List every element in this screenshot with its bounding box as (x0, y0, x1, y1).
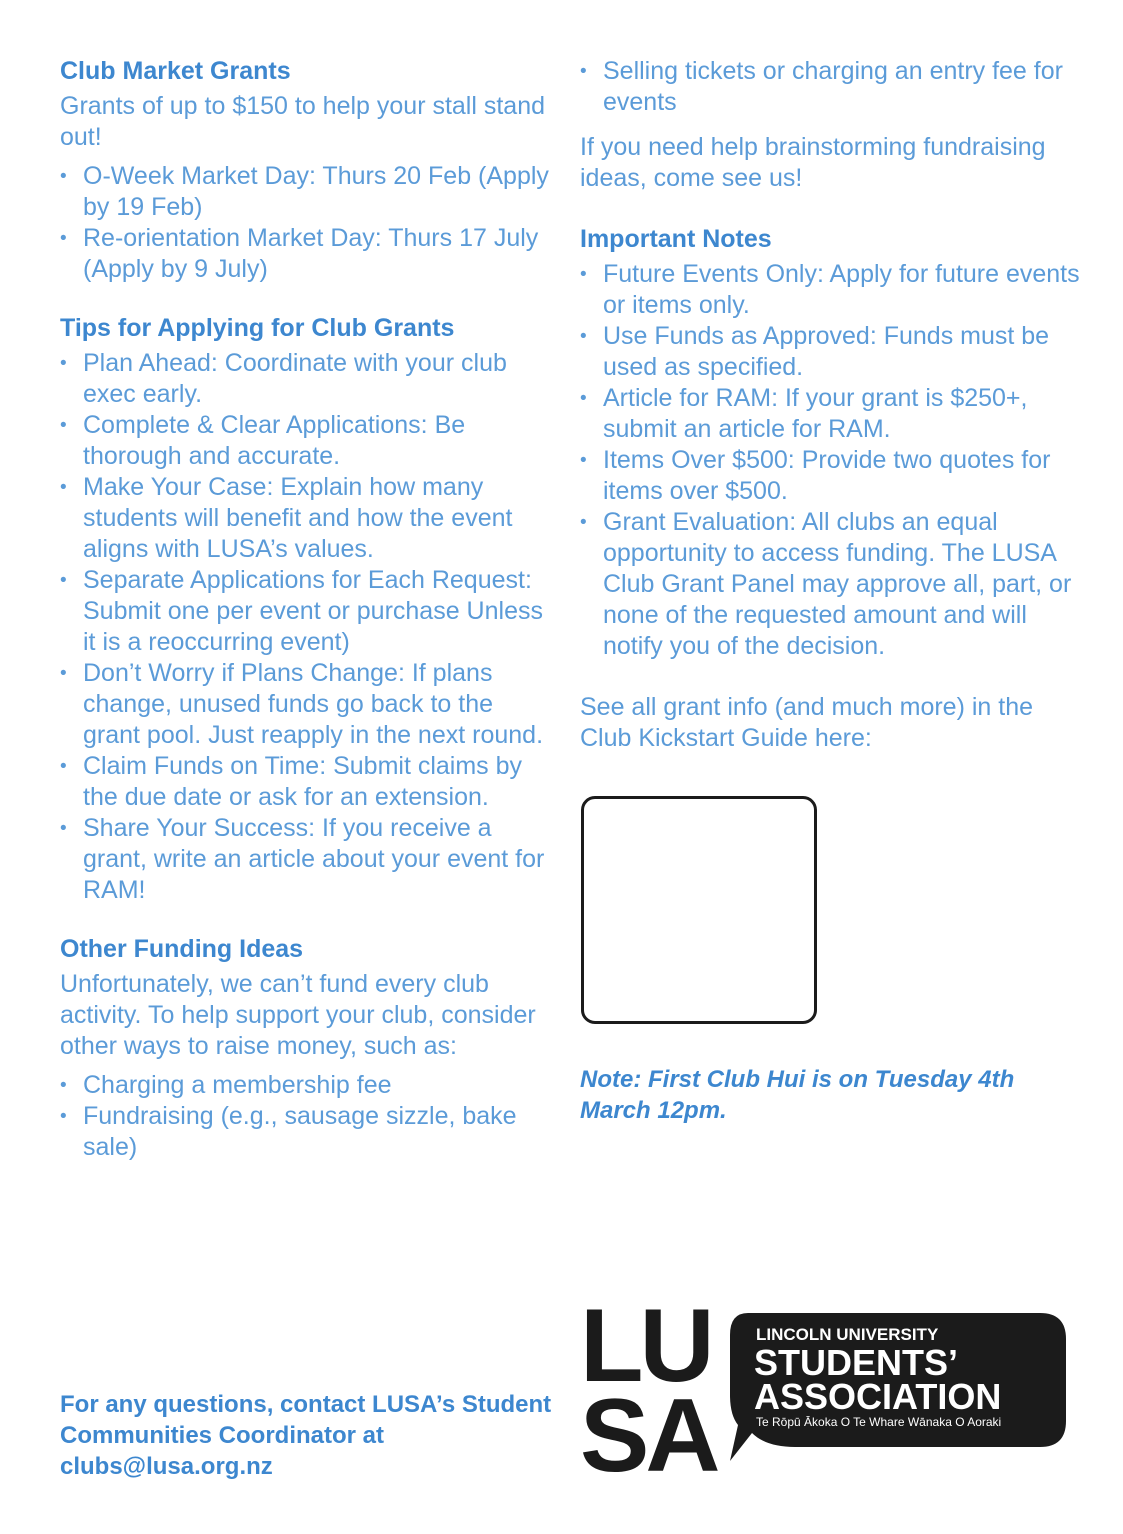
tips-list (60, 348, 550, 906)
other-funding-intro: Unfortunately, we can’t fund every club activity. To help support your club, consider other ways to raise money, such as: (60, 970, 536, 1060)
logo-line1: LINCOLN UNIVERSITY (756, 1325, 939, 1344)
tips-heading: Tips for Applying for Club Grants (60, 314, 455, 342)
list-item: • Use Funds as Approved: Funds must be used as specified. (580, 321, 1080, 383)
logo-line2: STUDENTS’ (754, 1342, 959, 1383)
left-column (60, 56, 550, 1163)
lusa-logo (580, 1295, 1070, 1485)
other-funding-heading: Other Funding Ideas (60, 935, 304, 963)
list-item: • Selling tickets or charging an entry fee for events (580, 56, 1080, 118)
list-item: • Plan Ahead: Coordinate with your club exec early. (60, 348, 550, 410)
right-column (580, 56, 1080, 754)
list-item: • Re-orientation Market Day: Thurs 17 July (Apply by 9 July) (60, 223, 550, 285)
other-funding-list-continued (580, 56, 1080, 118)
contact-info: For any questions, contact LUSA’s Student Communities Coordinator at clubs@lusa.org.nz (60, 1391, 552, 1480)
market-grants-intro: Grants of up to $150 to help your stall stand out! (60, 92, 546, 151)
list-item: • Article for RAM: If your grant is $250+, submit an article for RAM. (580, 383, 1080, 445)
list-item: • Claim Funds on Time: Submit claims by the due date or ask for an extension. (60, 751, 550, 813)
logo-letters-top: LU (580, 1295, 711, 1404)
market-grants-heading: Club Market Grants (60, 57, 291, 85)
other-funding-list (60, 1070, 550, 1163)
list-item: • Complete & Clear Applications: Be thorough and accurate. (60, 410, 550, 472)
list-item: • O-Week Market Day: Thurs 20 Feb (Apply by 19 Feb) (60, 161, 550, 223)
list-item: • Don’t Worry if Plans Change: If plans change, unused funds go back to the grant pool. Just reapply in the next round. (60, 658, 550, 751)
list-item: • Future Events Only: Apply for future events or items only. (580, 259, 1080, 321)
list-item: • Make Your Case: Explain how many students will benefit and how the event aligns with LUSA’s values. (60, 472, 550, 565)
important-notes-list (580, 259, 1080, 662)
list-item: • Separate Applications for Each Request: Submit one per event or purchase Unless it is a reoccurring event) (60, 565, 550, 658)
list-item: • Charging a membership fee (60, 1070, 550, 1101)
qr-code-placeholder[interactable] (581, 796, 817, 1024)
logo-letters-bottom: SA (580, 1378, 717, 1485)
market-grants-list (60, 161, 550, 285)
list-item: • Items Over $500: Provide two quotes for items over $500. (580, 445, 1080, 507)
kickstart-guide-text: See all grant info (and much more) in the Club Kickstart Guide here: (580, 693, 1034, 752)
club-hui-note: Note: First Club Hui is on Tuesday 4th March 12pm. (580, 1066, 1015, 1124)
list-item: • Fundraising (e.g., sausage sizzle, bake sale) (60, 1101, 550, 1163)
logo-line4: Te Rōpū Ākoka O Te Whare Wānaka O Aoraki (756, 1415, 1002, 1429)
list-item: • Share Your Success: If you receive a grant, write an article about your event for RAM! (60, 813, 550, 906)
list-item: • Grant Evaluation: All clubs an equal opportunity to access funding. The LUSA Club Grant Panel may approve all, part, or none of the requested amount and will notify you of the decision. (580, 507, 1080, 662)
important-notes-heading: Important Notes (580, 225, 772, 253)
logo-line3: ASSOCIATION (754, 1376, 1002, 1417)
brainstorm-text: If you need help brainstorming fundraising ideas, come see us! (580, 133, 1046, 192)
